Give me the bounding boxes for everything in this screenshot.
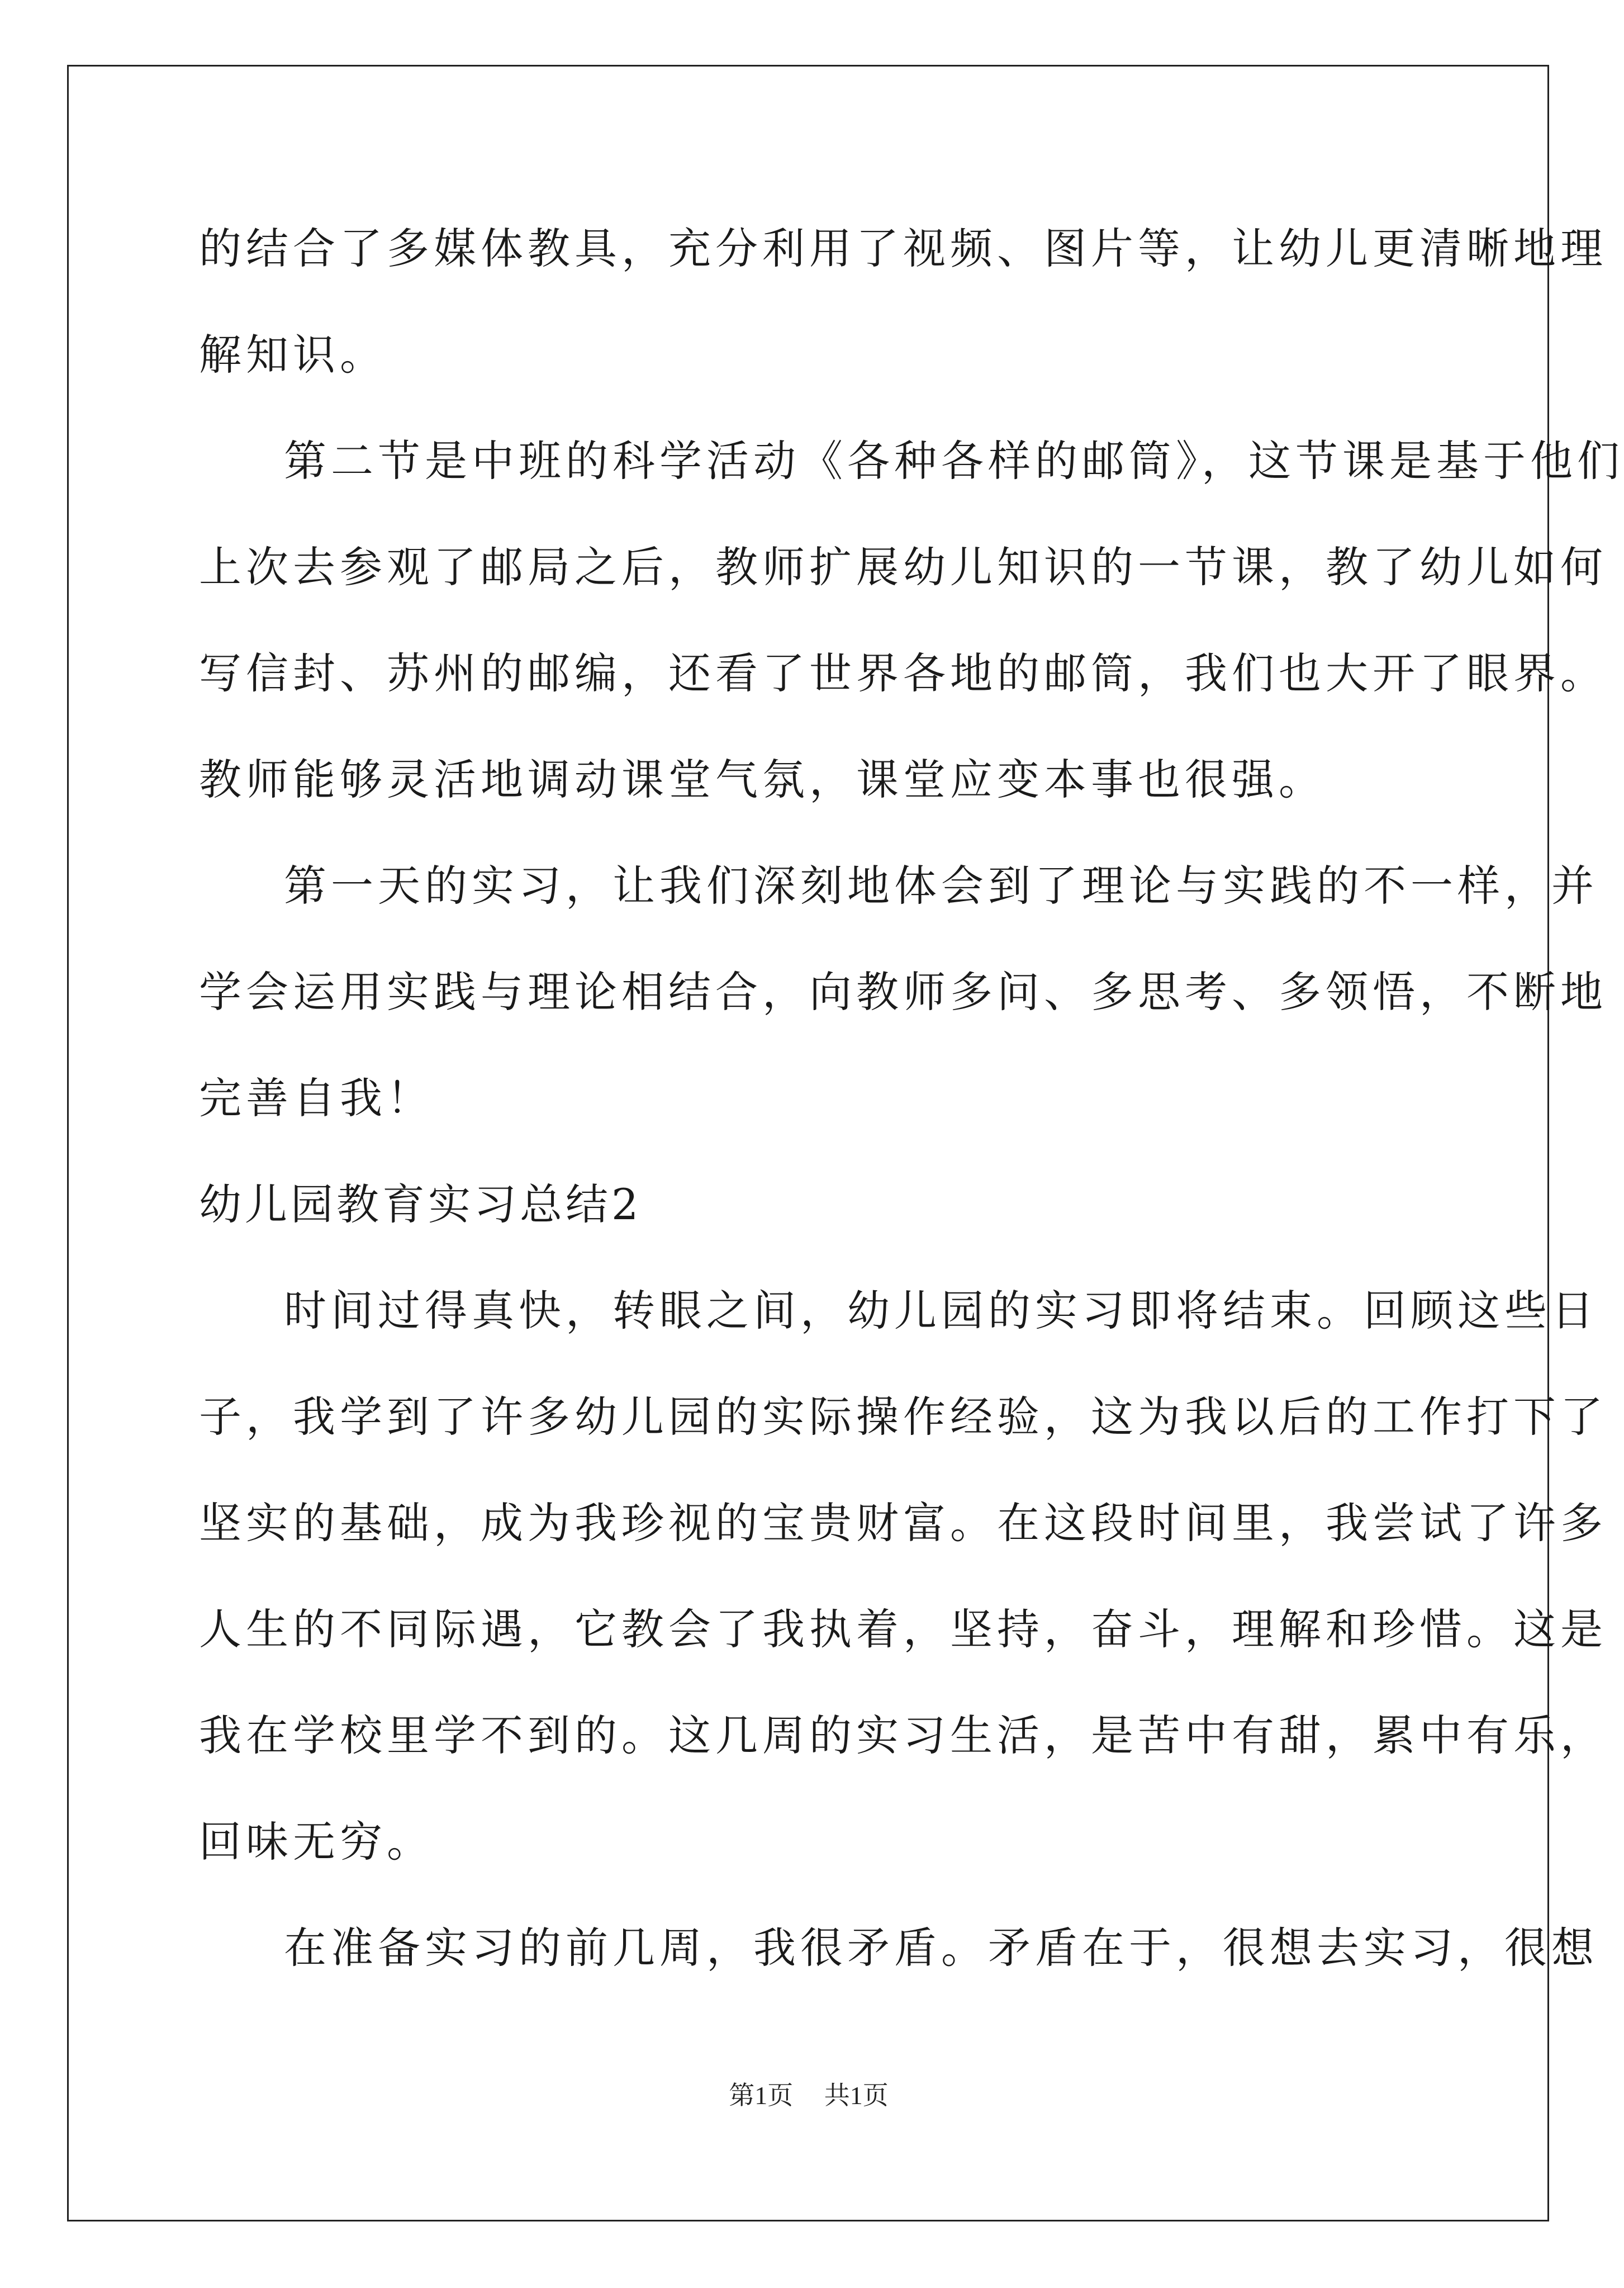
- paragraph-line: 学会运用实践与理论相结合，向教师多问、多思考、多领悟，不断地: [199, 967, 1607, 1017]
- paragraph-line: 我在学校里学不到的。这几周的实习生活，是苦中有甜，累中有乐，: [199, 1711, 1607, 1760]
- document-body: [199, 212, 1624, 2018]
- paragraph-line: 坚实的基础，成为我珍视的宝贵财富。在这段时间里，我尝试了许多: [199, 1498, 1607, 1548]
- paragraph-line: 的结合了多媒体教具，充分利用了视频、图片等，让幼儿更清晰地理: [199, 224, 1607, 273]
- paragraph-line: 在准备实习的前几周，我很矛盾。矛盾在于，很想去实习，很想: [284, 1923, 1598, 1973]
- paragraph-line: 完善自我！: [199, 1073, 434, 1123]
- paragraph-line: 写信封、苏州的邮编，还看了世界各地的邮筒，我们也大开了眼界。: [199, 648, 1607, 698]
- page-footer: [0, 2075, 1617, 2112]
- paragraph-line: 教师能够灵活地调动课堂气氛，课堂应变本事也很强。: [199, 755, 1326, 804]
- paragraph-line: 上次去参观了邮局之后，教师扩展幼儿知识的一节课，教了幼儿如何: [199, 542, 1607, 592]
- paragraph-line: 第二节是中班的科学活动《各种各样的邮筒》，这节课是基于他们: [284, 436, 1624, 486]
- paragraph-line: 时间过得真快，转眼之间，幼儿园的实习即将结束。回顾这些日: [284, 1286, 1598, 1335]
- page-number-total: 共1页: [824, 2081, 889, 2110]
- paragraph-line: 第一天的实习，让我们深刻地体会到了理论与实践的不一样，并: [284, 861, 1598, 911]
- paragraph-line: 解知识。: [199, 330, 387, 380]
- section-heading: 幼儿园教育实习总结2: [199, 1179, 642, 1229]
- paragraph-line: 子，我学到了许多幼儿园的实际操作经验，这为我以后的工作打下了: [199, 1392, 1607, 1442]
- paragraph-line: 人生的不同际遇，它教会了我执着，坚持，奋斗，理解和珍惜。这是: [199, 1604, 1607, 1654]
- paragraph-line: 回味无穷。: [199, 1817, 434, 1867]
- page-number-current: 第1页: [729, 2081, 794, 2110]
